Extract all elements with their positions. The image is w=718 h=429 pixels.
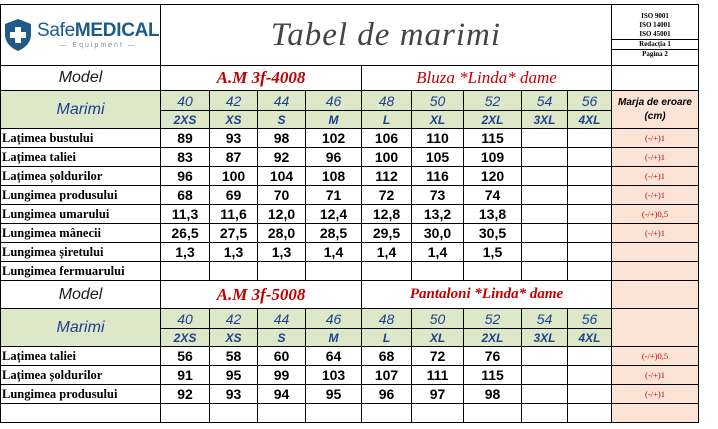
model-label: Model <box>1 281 161 309</box>
size-number: 56 <box>568 309 612 329</box>
measurement-value: 1,3 <box>258 243 306 262</box>
size-letter: XS <box>210 329 258 347</box>
size-number: 40 <box>161 309 210 329</box>
measurement-value: 71 <box>306 186 362 205</box>
measurement-value <box>210 404 258 423</box>
measurement-value <box>568 224 612 243</box>
tolerance-value: (-/+)1 <box>612 224 699 243</box>
measurement-value <box>522 167 568 186</box>
measurement-row <box>1 262 699 281</box>
measurement-value <box>412 404 464 423</box>
measurement-value: 74 <box>464 186 522 205</box>
product-1-measurements <box>1 129 699 281</box>
measurement-label: Lațimea taliei <box>1 347 161 366</box>
measurement-value: 95 <box>210 366 258 385</box>
measurement-value <box>412 262 464 281</box>
product-name: Pantaloni *Linda* dame <box>362 281 612 309</box>
size-number: 54 <box>522 91 568 111</box>
size-letter: S <box>258 329 306 347</box>
measurement-label: Lungimea fermuarului <box>1 262 161 281</box>
measurement-value: 100 <box>210 167 258 186</box>
size-letter: L <box>362 329 412 347</box>
measurement-label <box>1 404 161 423</box>
iso-9001: ISO 9001 <box>641 11 669 20</box>
size-letter: S <box>258 111 306 129</box>
size-number: 42 <box>210 309 258 329</box>
measurement-label: Lungimea produsului <box>1 186 161 205</box>
measurement-row <box>1 167 699 186</box>
measurement-value: 105 <box>412 148 464 167</box>
measurement-label: Lațimea șoldurilor <box>1 167 161 186</box>
logo-medical: MEDICAL <box>74 19 160 41</box>
size-number: 50 <box>412 309 464 329</box>
measurement-label: Lațimea bustului <box>1 129 161 148</box>
measurement-value <box>522 404 568 423</box>
measurement-value: 97 <box>412 385 464 404</box>
measurement-value: 109 <box>464 148 522 167</box>
measurement-row <box>1 186 699 205</box>
measurement-value <box>568 404 612 423</box>
measurement-value: 30,5 <box>464 224 522 243</box>
measurement-value: 106 <box>362 129 412 148</box>
product-row-2 <box>1 281 699 309</box>
measurement-value: 56 <box>161 347 210 366</box>
measurement-value: 13,8 <box>464 205 522 224</box>
measurement-value <box>568 243 612 262</box>
measurement-value <box>306 262 362 281</box>
measurement-value <box>568 167 612 186</box>
measurement-value: 1,3 <box>210 243 258 262</box>
measurement-label: Lungimea umarului <box>1 205 161 224</box>
measurement-value: 1,3 <box>161 243 210 262</box>
measurement-value <box>522 385 568 404</box>
measurement-value: 93 <box>210 385 258 404</box>
measurement-value: 30,0 <box>412 224 464 243</box>
product-2-measurements <box>1 347 699 423</box>
measurement-value: 116 <box>412 167 464 186</box>
measurement-value <box>362 404 412 423</box>
measurement-value <box>522 129 568 148</box>
measurement-value <box>161 262 210 281</box>
measurement-value: 76 <box>464 347 522 366</box>
measurement-value: 91 <box>161 366 210 385</box>
measurement-value: 99 <box>258 366 306 385</box>
size-number: 56 <box>568 91 612 111</box>
measurement-value: 92 <box>258 148 306 167</box>
size-number: 44 <box>258 309 306 329</box>
size-letter: 2XS <box>161 111 210 129</box>
measurement-value: 100 <box>362 148 412 167</box>
size-number-row <box>1 91 699 111</box>
measurement-value <box>258 262 306 281</box>
size-letter: 4XL <box>568 111 612 129</box>
measurement-value <box>568 148 612 167</box>
logo-cell <box>1 5 161 66</box>
measurement-value: 83 <box>161 148 210 167</box>
measurement-value: 92 <box>161 385 210 404</box>
iso-45001: ISO 45001 <box>612 30 698 40</box>
marimi-label: Marimi <box>1 91 161 129</box>
size-letter: XS <box>210 111 258 129</box>
measurement-row <box>1 385 699 404</box>
measurement-value: 60 <box>258 347 306 366</box>
measurement-value: 98 <box>258 129 306 148</box>
size-number: 48 <box>362 91 412 111</box>
iso-14001: ISO 14001 <box>639 20 671 29</box>
measurement-value <box>568 347 612 366</box>
measurement-value: 68 <box>161 186 210 205</box>
tolerance-value: (-/+)1 <box>612 148 699 167</box>
measurement-value: 107 <box>362 366 412 385</box>
page-title: Tabel de marimi <box>161 5 612 66</box>
measurement-row <box>1 148 699 167</box>
product-row-1 <box>1 66 699 91</box>
page-label: Pagina 2 <box>642 49 668 58</box>
size-letter: L <box>362 111 412 129</box>
size-number: 50 <box>412 91 464 111</box>
measurement-value: 87 <box>210 148 258 167</box>
size-letter: 4XL <box>568 329 612 347</box>
measurement-value: 96 <box>362 385 412 404</box>
size-number: 44 <box>258 91 306 111</box>
size-letter: 2XL <box>464 329 522 347</box>
measurement-value: 94 <box>258 385 306 404</box>
measurement-value <box>568 262 612 281</box>
tolerance-value <box>612 262 699 281</box>
measurement-value: 120 <box>464 167 522 186</box>
measurement-label: Lungimea șiretului <box>1 243 161 262</box>
measurement-value: 108 <box>306 167 362 186</box>
measurement-value: 111 <box>412 366 464 385</box>
logo-subtitle: — Equipment — <box>59 41 137 49</box>
size-letter: 2XL <box>464 111 522 129</box>
size-number-row <box>1 309 699 329</box>
measurement-value: 29,5 <box>362 224 412 243</box>
measurement-value <box>522 366 568 385</box>
measurement-value: 96 <box>161 167 210 186</box>
measurement-value: 89 <box>161 129 210 148</box>
measurement-value: 73 <box>412 186 464 205</box>
measurement-value: 1,4 <box>306 243 362 262</box>
logo-safe: Safe <box>37 19 75 41</box>
measurement-row <box>1 129 699 148</box>
measurement-value <box>464 262 522 281</box>
measurement-value <box>362 262 412 281</box>
measurement-value: 96 <box>306 148 362 167</box>
measurement-row <box>1 243 699 262</box>
measurement-value <box>258 404 306 423</box>
size-letter: M <box>306 111 362 129</box>
medical-shield-icon <box>3 18 33 52</box>
measurement-value: 115 <box>464 129 522 148</box>
measurement-value: 27,5 <box>210 224 258 243</box>
revision-label: Redacția 1 <box>612 40 698 50</box>
measurement-value <box>568 129 612 148</box>
measurement-value <box>522 148 568 167</box>
measurement-value: 102 <box>306 129 362 148</box>
measurement-value <box>522 224 568 243</box>
size-letter: 2XS <box>161 329 210 347</box>
tolerance-value: (-/+)1 <box>612 186 699 205</box>
tolerance-value <box>612 243 699 262</box>
measurement-value: 68 <box>362 347 412 366</box>
measurement-value <box>522 243 568 262</box>
size-letter: XL <box>412 111 464 129</box>
tolerance-value: (-/+)1 <box>612 167 699 186</box>
measurement-value <box>568 385 612 404</box>
measurement-value <box>464 404 522 423</box>
measurement-row <box>1 205 699 224</box>
tolerance-value: (-/+)0,5 <box>612 347 699 366</box>
measurement-row <box>1 224 699 243</box>
measurement-value: 11,6 <box>210 205 258 224</box>
size-letter: M <box>306 329 362 347</box>
measurement-label: Lungimea mânecii <box>1 224 161 243</box>
measurement-value <box>161 404 210 423</box>
measurement-value: 11,3 <box>161 205 210 224</box>
size-number: 46 <box>306 91 362 111</box>
measurement-label: Lațimea taliei <box>1 148 161 167</box>
measurement-value: 12,4 <box>306 205 362 224</box>
tolerance-value: (-/+)0,5 <box>612 205 699 224</box>
measurement-value: 115 <box>464 366 522 385</box>
measurement-value: 28,5 <box>306 224 362 243</box>
measurement-value: 1,5 <box>464 243 522 262</box>
measurement-row <box>1 347 699 366</box>
measurement-value: 1,4 <box>412 243 464 262</box>
measurement-value: 103 <box>306 366 362 385</box>
size-number: 46 <box>306 309 362 329</box>
measurement-value: 72 <box>362 186 412 205</box>
measurement-value: 12,0 <box>258 205 306 224</box>
measurement-value: 1,4 <box>362 243 412 262</box>
measurement-value: 104 <box>258 167 306 186</box>
company-logo <box>3 18 160 52</box>
measurement-value <box>522 262 568 281</box>
tolerance-value: (-/+)1 <box>612 129 699 148</box>
measurement-value: 28,0 <box>258 224 306 243</box>
measurement-value: 64 <box>306 347 362 366</box>
measurement-value: 95 <box>306 385 362 404</box>
measurement-value <box>568 186 612 205</box>
measurement-value: 72 <box>412 347 464 366</box>
iso-block <box>612 5 699 66</box>
size-number: 40 <box>161 91 210 111</box>
measurement-value: 110 <box>412 129 464 148</box>
measurement-value: 13,2 <box>412 205 464 224</box>
measurement-value: 12,8 <box>362 205 412 224</box>
measurement-value: 69 <box>210 186 258 205</box>
measurement-value <box>522 347 568 366</box>
measurement-value: 93 <box>210 129 258 148</box>
product-name: Bluza *Linda* dame <box>362 66 612 91</box>
size-number: 52 <box>464 309 522 329</box>
measurement-value <box>522 186 568 205</box>
size-letter: 3XL <box>522 111 568 129</box>
measurement-value: 70 <box>258 186 306 205</box>
size-number: 52 <box>464 91 522 111</box>
tolerance-value: (-/+)1 <box>612 366 699 385</box>
measurement-value <box>522 205 568 224</box>
measurement-row <box>1 404 699 423</box>
measurement-row <box>1 366 699 385</box>
measurement-value <box>568 205 612 224</box>
size-number: 54 <box>522 309 568 329</box>
product-code: A.M 3f-4008 <box>161 66 362 91</box>
tolerance-value: (-/+)1 <box>612 385 699 404</box>
product-code: A.M 3f-5008 <box>161 281 362 309</box>
measurement-value: 98 <box>464 385 522 404</box>
measurement-value <box>306 404 362 423</box>
tolerance-header: Marja de eroare (cm) <box>612 91 699 129</box>
model-label: Model <box>1 66 161 91</box>
measurement-value: 58 <box>210 347 258 366</box>
measurement-value <box>210 262 258 281</box>
measurement-value: 112 <box>362 167 412 186</box>
measurement-value: 26,5 <box>161 224 210 243</box>
measurement-label: Lațimea șoldurilor <box>1 366 161 385</box>
tolerance-value <box>612 404 699 423</box>
size-letter: 3XL <box>522 329 568 347</box>
measurement-value <box>568 366 612 385</box>
measurement-label: Lungimea produsului <box>1 385 161 404</box>
size-number: 42 <box>210 91 258 111</box>
marimi-label: Marimi <box>1 309 161 347</box>
size-number: 48 <box>362 309 412 329</box>
size-chart-table <box>0 4 699 423</box>
size-letter: XL <box>412 329 464 347</box>
